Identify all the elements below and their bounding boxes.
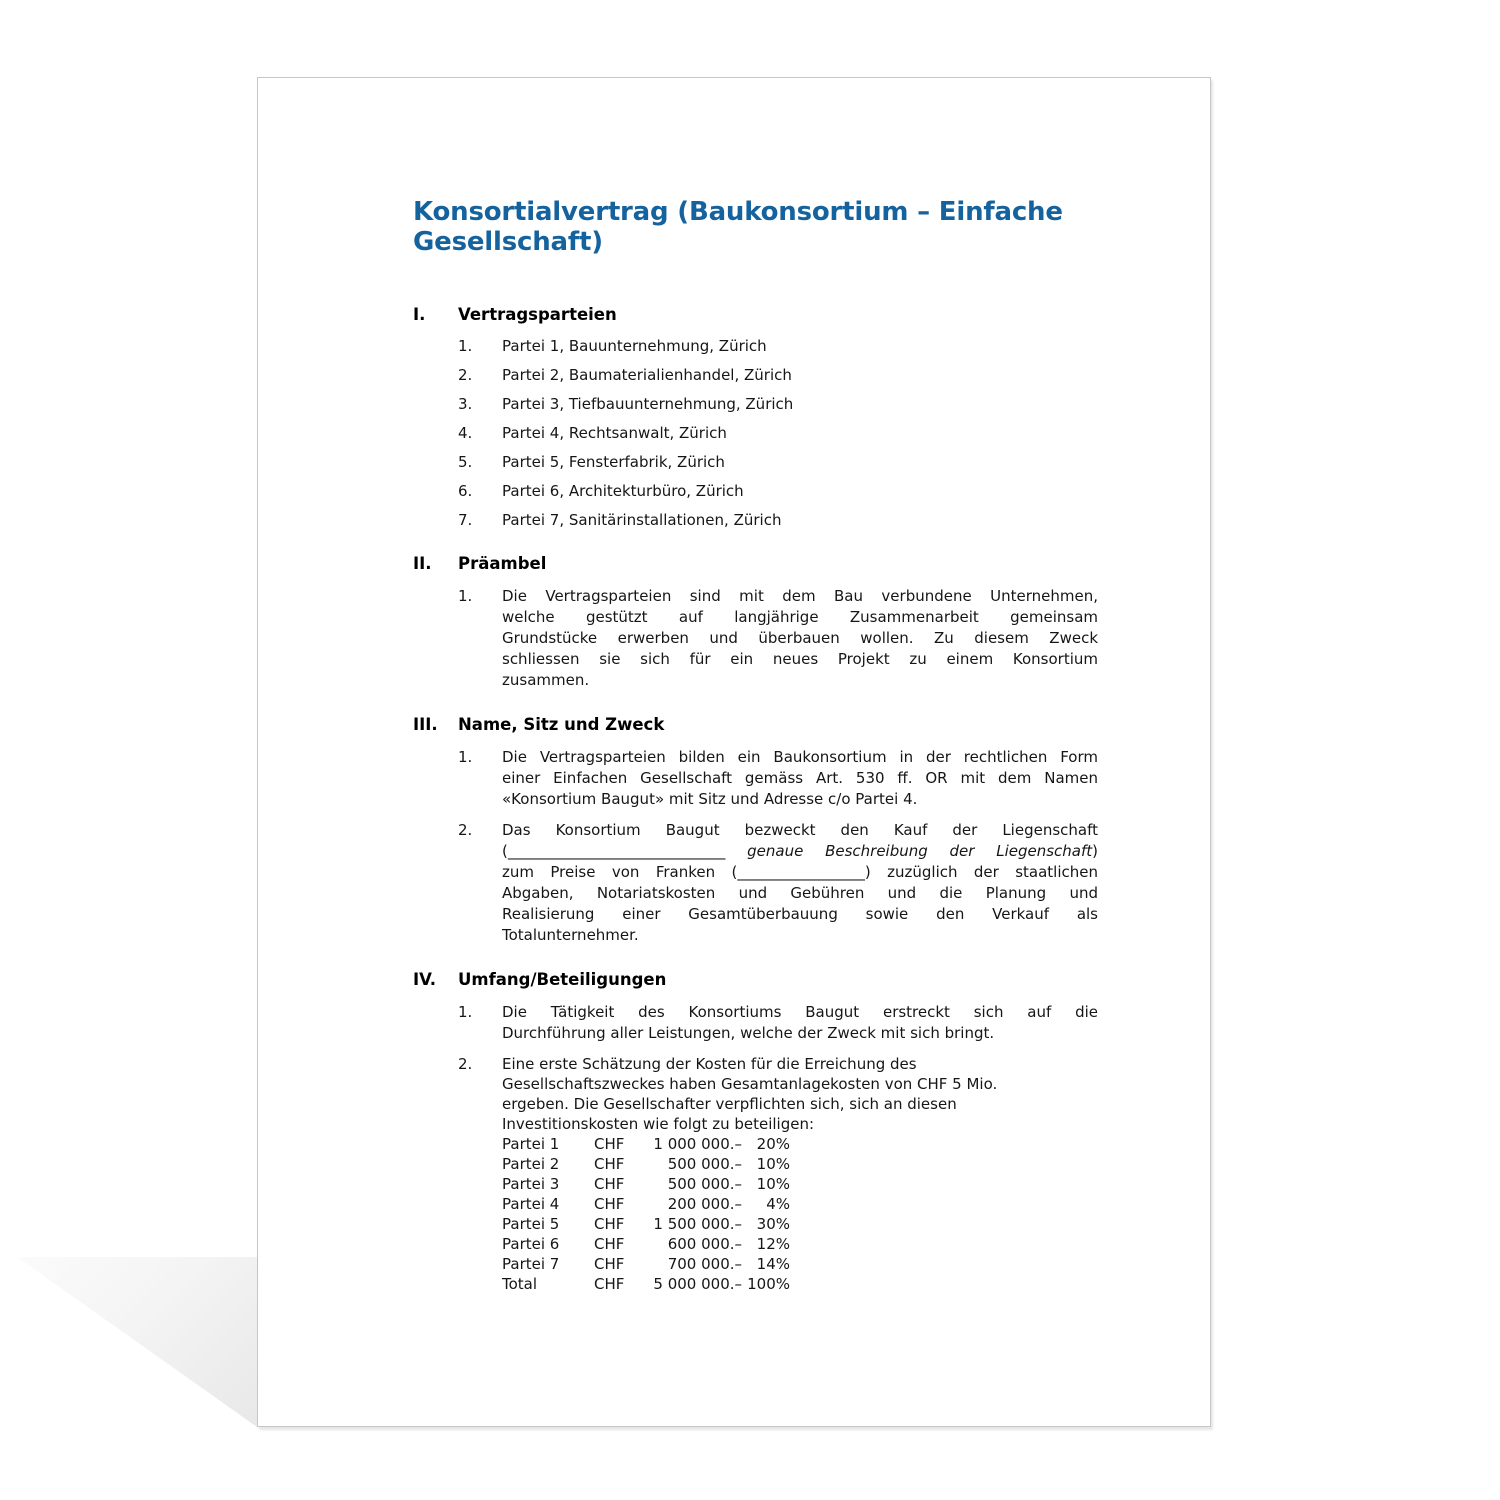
paragraph-line xyxy=(502,1114,1098,1134)
item-text xyxy=(502,337,1098,356)
cell-percent: 30% xyxy=(756,1215,790,1233)
text-segment: Partei 7, Sanitärinstallationen, Zürich xyxy=(502,511,782,529)
text-segment: Gesellschaftszweckes haben Gesamtanlagekosten von CHF 5 Mio. xyxy=(502,1075,998,1093)
beteiligung-table xyxy=(502,1134,1098,1294)
item-text xyxy=(502,366,1098,385)
text-segment: Partei 5, Fensterfabrik, Zürich xyxy=(502,453,725,471)
text-segment: «Konsortium Baugut» mit Sitz und Adresse c/o Partei 4. xyxy=(502,790,918,808)
item-text xyxy=(502,424,1098,443)
paragraph-line xyxy=(502,511,1098,530)
table-row xyxy=(502,1174,1098,1194)
document-title: Konsortialvertrag (Baukonsortium – Einfache Gesellschaft) xyxy=(413,197,1063,257)
item-number: 1. xyxy=(458,748,473,766)
cell-amount: 500 000.– xyxy=(667,1155,742,1173)
section-iii xyxy=(413,715,1097,946)
section-number: IV. xyxy=(413,970,437,989)
section-number: III. xyxy=(413,715,438,734)
cell-amount: 1 500 000.– xyxy=(653,1215,742,1233)
text-segment: Investitionskosten wie folgt zu beteiligen: xyxy=(502,1115,815,1133)
paragraph-line xyxy=(502,628,1098,649)
item-number: 6. xyxy=(458,482,473,500)
cell-percent: 12% xyxy=(756,1235,790,1253)
list-item xyxy=(458,482,1097,501)
text-segment: Partei 3, Tiefbauunternehmung, Zürich xyxy=(502,395,794,413)
item-text xyxy=(502,820,1098,946)
text-segment: ergeben. Die Gesellschafter verpflichten sich, sich an diesen xyxy=(502,1095,957,1113)
cell-party: Partei 4 xyxy=(502,1195,560,1213)
cell-party: Partei 5 xyxy=(502,1215,560,1233)
paragraph-line xyxy=(502,1023,1098,1044)
cell-percent: 10% xyxy=(756,1175,790,1193)
cell-currency: CHF xyxy=(594,1155,625,1173)
paragraph-line xyxy=(502,747,1098,768)
section-title: Vertragsparteien xyxy=(458,305,617,324)
cell-amount: 5 000 000.– xyxy=(653,1275,742,1293)
section-heading xyxy=(413,715,1097,734)
text-segment: Partei 2, Baumaterialienhandel, Zürich xyxy=(502,366,792,384)
text-segment: Abgaben, Notariatskosten und Gebühren und die Planung und xyxy=(502,884,1098,902)
cell-party: Partei 3 xyxy=(502,1175,560,1193)
section-items xyxy=(458,586,1097,691)
text-segment: Durchführung aller Leistungen, welche der Zweck mit sich bringt. xyxy=(502,1024,995,1042)
text-segment: Totalunternehmer. xyxy=(502,926,639,944)
list-item xyxy=(458,453,1097,472)
cell-amount: 500 000.– xyxy=(667,1175,742,1193)
italic-text: genaue Beschreibung der Liegenschaft xyxy=(747,842,1093,860)
text-segment: Die Vertragsparteien sind mit dem Bau verbundene Unternehmen, xyxy=(502,587,1098,605)
paragraph-line xyxy=(502,395,1098,414)
paragraph-line xyxy=(502,841,1098,862)
table-row xyxy=(502,1254,1098,1274)
cell-percent: 4% xyxy=(766,1195,790,1213)
paragraph-line xyxy=(502,424,1098,443)
cell-party: Partei 2 xyxy=(502,1155,560,1173)
paragraph-line xyxy=(502,1094,1098,1114)
section-number: I. xyxy=(413,305,426,324)
item-number: 2. xyxy=(458,1055,473,1073)
paragraph-line xyxy=(502,337,1098,356)
section-heading xyxy=(413,305,1097,324)
list-item xyxy=(458,337,1097,356)
text-segment: Partei 6, Architekturbüro, Zürich xyxy=(502,482,744,500)
paragraph-line xyxy=(502,1054,1098,1074)
cell-percent: 14% xyxy=(756,1255,790,1273)
paragraph-line xyxy=(502,670,1098,691)
item-number: 7. xyxy=(458,511,473,529)
item-text xyxy=(502,1002,1098,1044)
item-text xyxy=(502,511,1098,530)
paragraph-line xyxy=(502,453,1098,472)
item-text xyxy=(502,395,1098,414)
item-number: 1. xyxy=(458,587,473,605)
document-page xyxy=(257,77,1211,1427)
paragraph-line xyxy=(502,1002,1098,1023)
cell-currency: CHF xyxy=(594,1275,625,1293)
cell-currency: CHF xyxy=(594,1135,625,1153)
list-item xyxy=(458,1054,1097,1294)
paragraph-line xyxy=(502,925,1098,946)
list-item xyxy=(458,366,1097,385)
text-segment: Das Konsortium Baugut bezweckt den Kauf der Liegenschaft xyxy=(502,821,1098,839)
text-segment: schliessen sie sich für ein neues Projekt zu einem Konsortium xyxy=(502,650,1098,668)
section-heading xyxy=(413,970,1097,989)
cell-party: Total xyxy=(502,1275,538,1293)
text-segment: zusammen. xyxy=(502,671,590,689)
text-segment: Realisierung einer Gesamtüberbauung sowie den Verkauf als xyxy=(502,905,1098,923)
page-curl-shadow xyxy=(17,1257,257,1427)
paragraph-line xyxy=(502,862,1098,883)
paragraph-line xyxy=(502,482,1098,501)
paragraph-line xyxy=(502,607,1098,628)
section-number: II. xyxy=(413,554,432,573)
section-i xyxy=(413,305,1097,530)
section-title: Name, Sitz und Zweck xyxy=(458,715,665,734)
cell-amount: 1 000 000.– xyxy=(653,1135,742,1153)
document-sections xyxy=(413,305,1097,1294)
item-text xyxy=(502,1054,1098,1294)
item-number: 1. xyxy=(458,337,473,355)
section-heading xyxy=(413,554,1097,573)
text-segment: Partei 4, Rechtsanwalt, Zürich xyxy=(502,424,727,442)
cell-currency: CHF xyxy=(594,1175,625,1193)
text-segment: (_____________________________ xyxy=(502,842,748,860)
cell-amount: 200 000.– xyxy=(667,1195,742,1213)
paragraph-line xyxy=(502,768,1098,789)
item-number: 4. xyxy=(458,424,473,442)
paragraph-line xyxy=(502,586,1098,607)
list-item xyxy=(458,747,1097,810)
list-item xyxy=(458,820,1097,946)
paragraph-line xyxy=(502,1074,1098,1094)
section-items xyxy=(458,747,1097,946)
cell-party: Partei 7 xyxy=(502,1255,560,1273)
cell-amount: 600 000.– xyxy=(667,1235,742,1253)
text-segment: einer Einfachen Gesellschaft gemäss Art. 530 ff. OR mit dem Namen xyxy=(502,769,1098,787)
text-segment: zum Preise von Franken (_________________) zuzüglich der staatlichen xyxy=(502,863,1098,881)
text-segment: Grundstücke erwerben und überbauen wollen. Zu diesem Zweck xyxy=(502,629,1098,647)
item-number: 2. xyxy=(458,821,473,839)
table-row xyxy=(502,1194,1098,1214)
cell-percent: 20% xyxy=(756,1135,790,1153)
section-title: Umfang/Beteiligungen xyxy=(458,970,667,989)
item-number: 3. xyxy=(458,395,473,413)
item-text xyxy=(502,586,1098,691)
text-segment: Eine erste Schätzung der Kosten für die Erreichung des xyxy=(502,1055,917,1073)
section-ii xyxy=(413,554,1097,691)
cell-currency: CHF xyxy=(594,1235,625,1253)
table-row xyxy=(502,1274,1098,1294)
paragraph-line xyxy=(502,820,1098,841)
cell-percent: 100% xyxy=(747,1275,790,1293)
cell-currency: CHF xyxy=(594,1195,625,1213)
table-row xyxy=(502,1214,1098,1234)
item-text xyxy=(502,453,1098,472)
table-row xyxy=(502,1134,1098,1154)
section-items xyxy=(458,1002,1097,1294)
cell-party: Partei 6 xyxy=(502,1235,560,1253)
paragraph-line xyxy=(502,366,1098,385)
list-item xyxy=(458,424,1097,443)
list-item xyxy=(458,395,1097,414)
item-text xyxy=(502,482,1098,501)
text-segment: Die Tätigkeit des Konsortiums Baugut erstreckt sich auf die xyxy=(502,1003,1098,1021)
text-segment: ) xyxy=(1092,842,1099,860)
section-iv xyxy=(413,970,1097,1294)
item-text xyxy=(502,747,1098,810)
list-item xyxy=(458,586,1097,691)
cell-party: Partei 1 xyxy=(502,1135,560,1153)
item-number: 1. xyxy=(458,1003,473,1021)
text-segment: Die Vertragsparteien bilden ein Baukonsortium in der rechtlichen Form xyxy=(502,748,1098,766)
section-title: Präambel xyxy=(458,554,547,573)
paragraph-line xyxy=(502,649,1098,670)
cell-currency: CHF xyxy=(594,1255,625,1273)
paragraph-line xyxy=(502,789,1098,810)
text-segment: welche gestützt auf langjährige Zusammenarbeit gemeinsam xyxy=(502,608,1098,626)
table-row xyxy=(502,1234,1098,1254)
text-segment: Partei 1, Bauunternehmung, Zürich xyxy=(502,337,767,355)
paragraph-line xyxy=(502,904,1098,925)
section-items xyxy=(458,337,1097,530)
item-number: 2. xyxy=(458,366,473,384)
cell-currency: CHF xyxy=(594,1215,625,1233)
cell-percent: 10% xyxy=(756,1155,790,1173)
list-item xyxy=(458,1002,1097,1044)
table-row xyxy=(502,1154,1098,1174)
paragraph-line xyxy=(502,883,1098,904)
list-item xyxy=(458,511,1097,530)
item-number: 5. xyxy=(458,453,473,471)
cell-amount: 700 000.– xyxy=(667,1255,742,1273)
